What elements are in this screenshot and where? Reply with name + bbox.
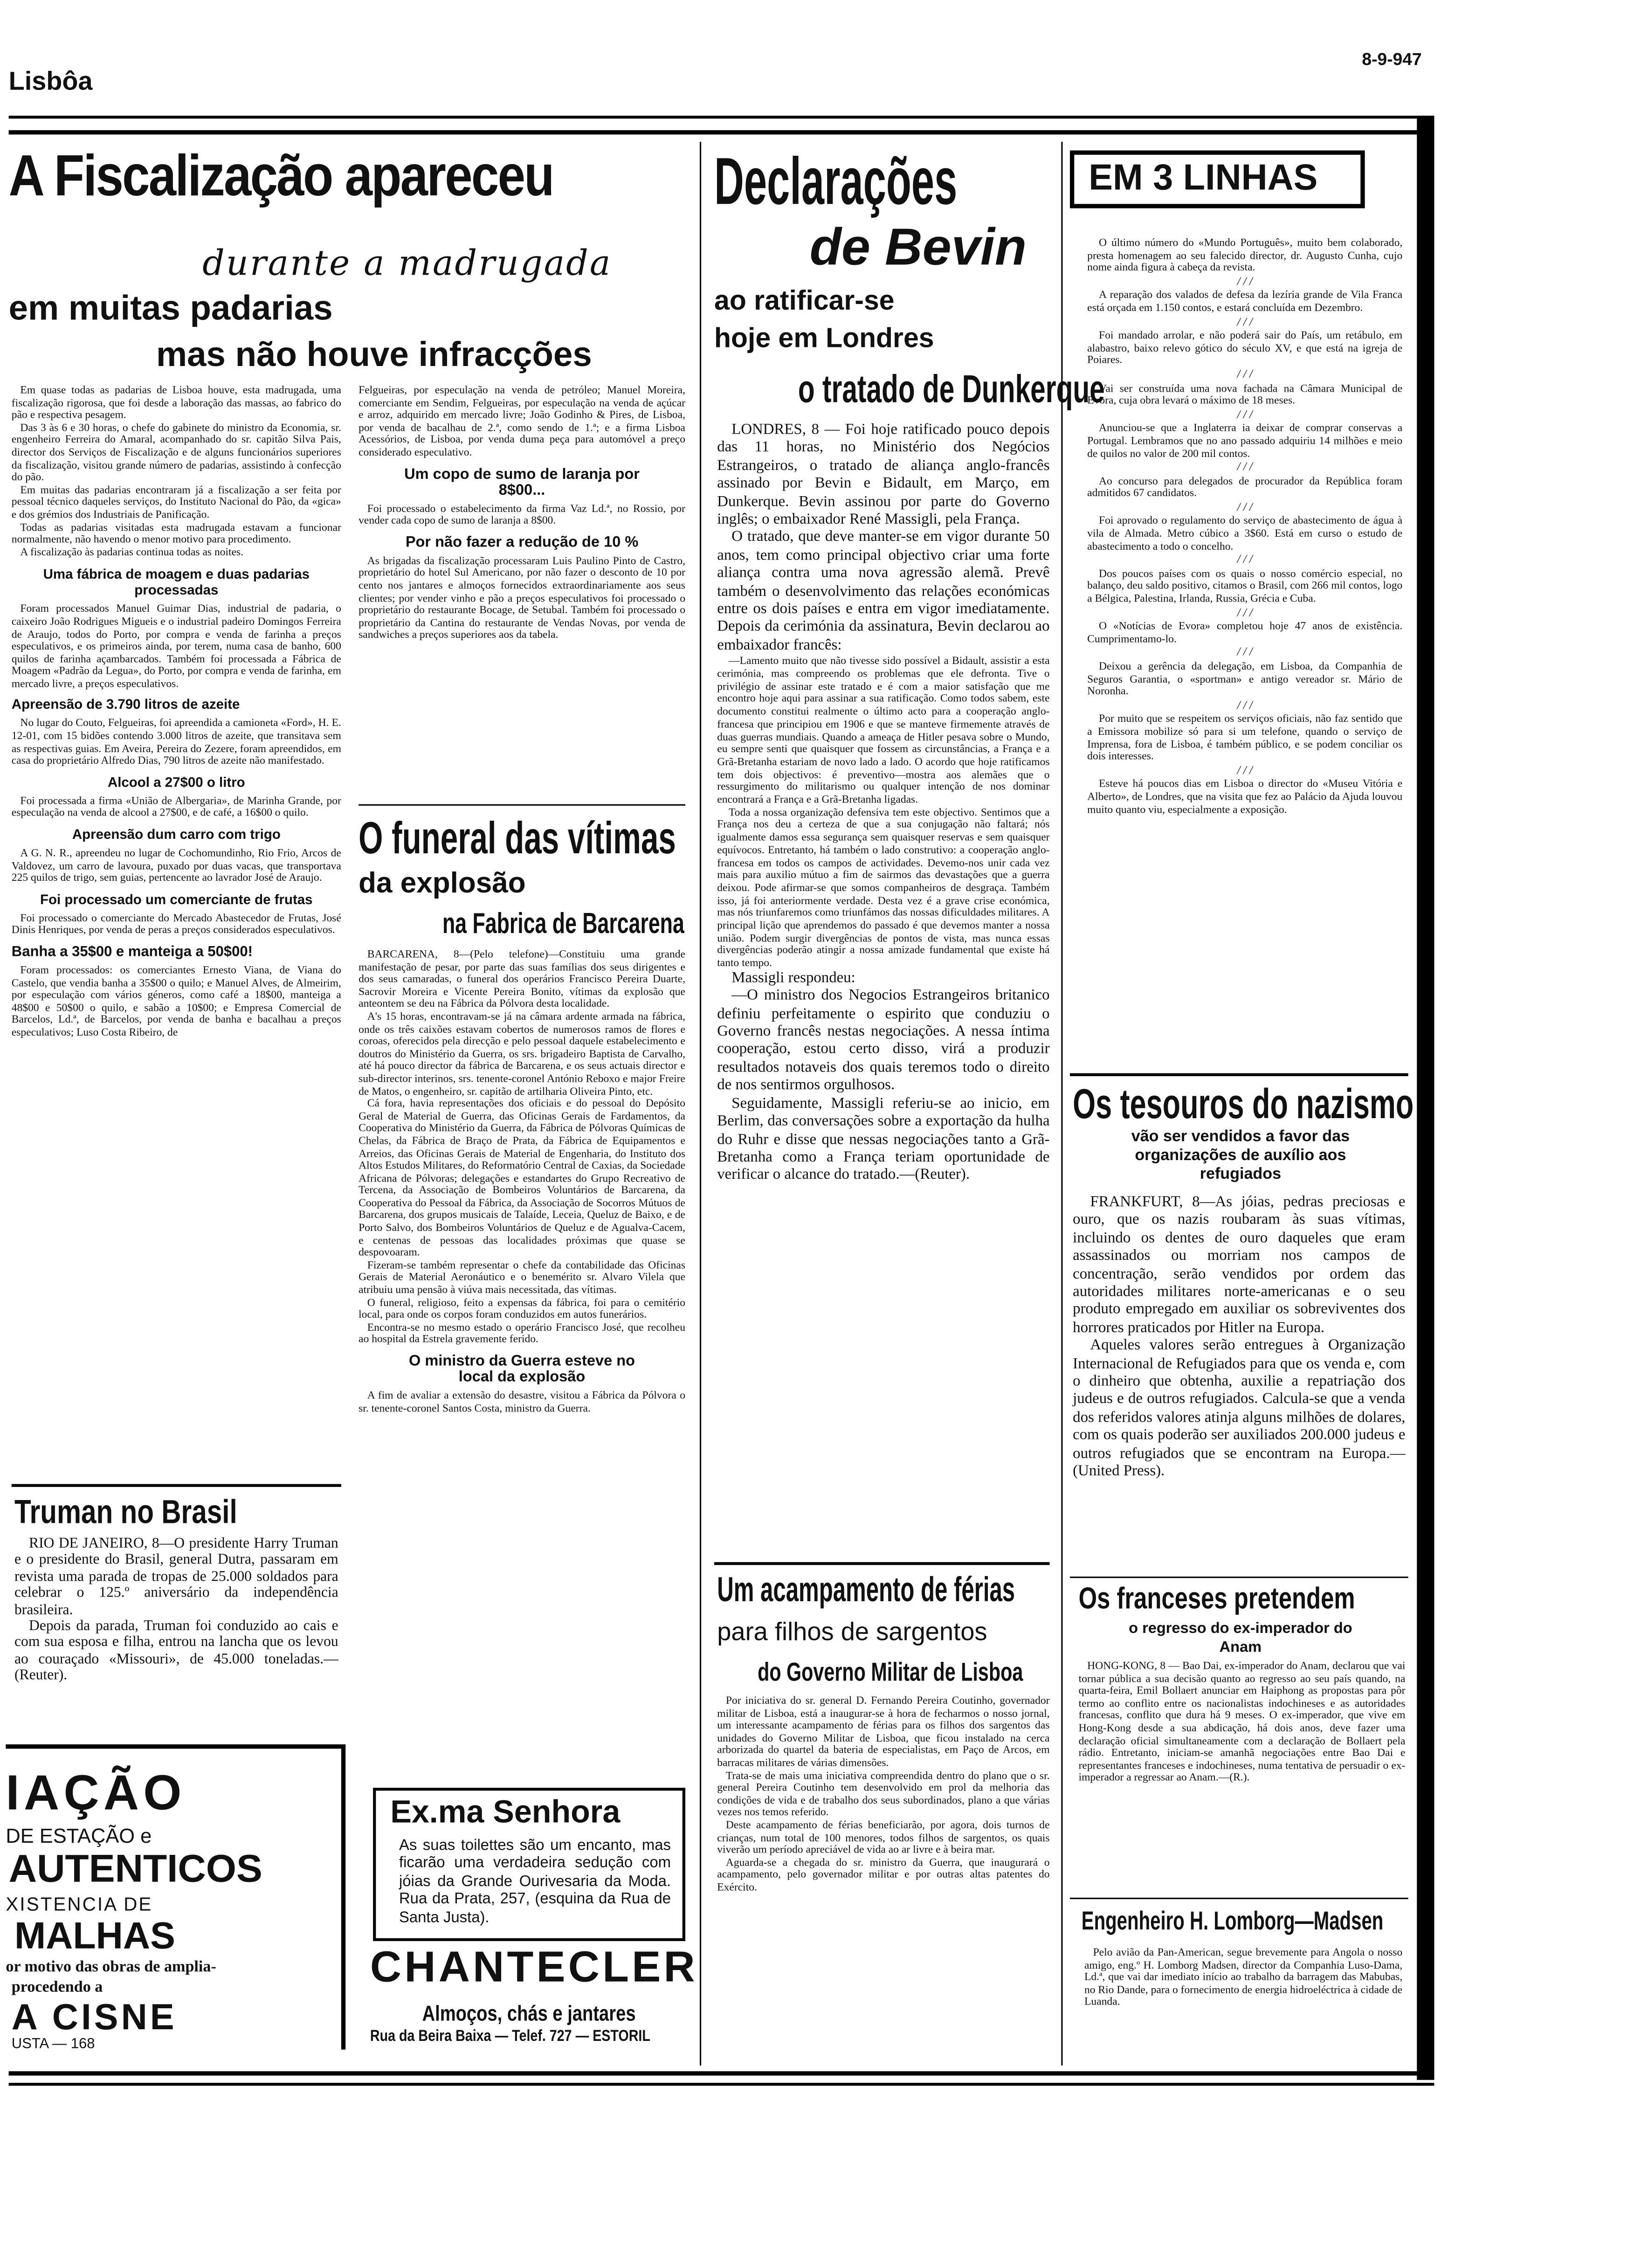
column-1-text	[12, 385, 341, 1039]
deck-funeral: da explosão	[359, 868, 526, 900]
paragraph: A fiscalização às padarias continua todas as noites.	[20, 545, 244, 558]
em3linhas-separator: / / /	[1237, 274, 1253, 288]
ad-senhora-body: As suas toilettes são um encanto, mas ficarão uma verdadeira sedução com jóias da Grande Ourivesaria da Moda. Rua da Prata, 257, (esquina da Rua de Santa Justa).	[399, 1837, 671, 1926]
ad-cisne-line: USTA — 168	[11, 2036, 95, 2050]
funeral-body	[359, 949, 685, 1415]
headline-declaracoes: Declarações	[714, 143, 958, 219]
em3linhas-item: Por muito que se respeitem os serviços oficiais, não faz sentido que a Emissora mobilize só para si um telefone, quando o serviço de Imprensa, fora de Lisboa, é também público, e se podem conciliar os dois interesses.	[1087, 712, 1403, 763]
em3linhas-separator: / / /	[1237, 553, 1253, 566]
column-rule-1	[700, 142, 701, 2066]
em3linhas-body	[1087, 237, 1402, 816]
paragraph: Foram processados: os comerciantes Ernesto Viana, de Viana do Castelo, que vendia banha a 35$00 o quilo; e Manuel Alves, de Almeirim, por especulação com vários géneros, como café a 18$00, manteiga a 48$00 e 50$00 o quilo, e sabão a 10$00; e Empresa Comercial de Barcelos, Ld.ª, de Barcelos, por venda de banha e bacalhau a preços especulativos; Luso Costa Ribeiro, de	[11, 963, 341, 1039]
deck-padarias: em muitas padarias	[8, 289, 333, 329]
deck-ratificar: ao ratificar-se	[714, 286, 895, 317]
paragraph: Foi processado o comerciante do Mercado Abastecedor de Frutas, José Dinis Henriques, por venda de peras a preços considerados especulativos.	[11, 911, 341, 937]
paragraph: Aguarda-se a chegada do sr. ministro da Guerra, que inaugurará o acampamento, pelo governador militar e por outras altas patentes do Exército.	[717, 1855, 1050, 1894]
ad-cisne-line: A CISNE	[11, 1997, 177, 2038]
paragraph: A fim de avaliar a extensão do desastre, visitou a Fábrica da Pólvora o sr. tenente-coronel Santos Costa, ministro da Guerra.	[359, 1388, 686, 1414]
subhead-frutas: Foi processado um comerciante de frutas	[40, 892, 313, 908]
subhead-banha: Banha a 35$00 e manteiga a 50$00!	[11, 944, 253, 961]
em3linhas-separator: / / /	[1237, 314, 1253, 328]
paragraph: Seguidamente, Massigli referiu-se ao inicio, em Berlim, das conversações sobre a exportação da hulha do Ruhr e disse que nessas negociações tanto a Grã-Bretanha como a França teriam oportunidade de verificar o alcance do tratado.—(Reuter).	[717, 1096, 1050, 1184]
em3linhas-item: Anunciou-se que a Inglaterra ia deixar de comprar conservas a Portugal. Lembramos que no ano passado adquiriu 14 milhões e meio de quilos no valor de 200 mil contos.	[1087, 421, 1403, 459]
section-title: Lisbôa	[8, 66, 93, 96]
page-bottom-rule-1	[9, 2071, 1434, 2075]
deck-londres: hoje em Londres	[714, 324, 934, 354]
em3linhas-item: Esteve há poucos dias em Lisboa o director do «Museu Vitória e Alberto», de Londres, que na visita que fez ao Palácio da Ajuda louvou muito quanto viu, especialmente a exposição.	[1087, 777, 1403, 816]
deck-dunkerque: o tratado de Dunkerque	[798, 367, 1105, 411]
ad-cisne-line: MALHAS	[14, 1913, 175, 1957]
franceses-body	[1079, 1660, 1406, 1785]
em3linhas-separator: / / /	[1237, 698, 1253, 712]
em3linhas-separator: / / /	[1237, 763, 1253, 776]
fiscalizacao-body	[12, 385, 341, 559]
paragraph: Felgueiras, por especulação na venda de petróleo; Manuel Moreira, comerciante em Sendim, Felgueiras, por especulação na venda de açúcar e arroz, adquirido em mercado livre; João Godinho & Pires, de Lisboa, por venda de bacalhau de 2.ª, como sendo de 1.ª; e a firma Lisboa Acessórios, de Lisboa, por venda duma peça para automóvel a preço considerado especulativo.	[359, 383, 686, 459]
paragraph: Encontra-se no mesmo estado o operário Francisco José, que recolheu ao hospital da Estrela gravemente ferido.	[359, 1320, 686, 1346]
subhead-ministro: O ministro da Guerra esteve no local da explosão	[409, 1352, 635, 1386]
paragraph: Das 3 às 6 e 30 horas, o chefe do gabinete do ministro da Economia, sr. engenheiro Ferreira do Amaral, acompanhado do sr. capitão Silva Pais, director dos Serviços de Fiscalização e de alguns funcionários superiores da fiscalização, visitou grande número de padarias, assistindo à confecção do pão.	[11, 421, 341, 484]
em3linhas-items	[1087, 237, 1402, 816]
subhead-reducao: Por não fazer a redução de 10 %	[405, 533, 639, 551]
paragraph: LONDRES, 8 — Foi hoje ratificado pouco depois das 11 horas, no Ministério dos Negócios Estrangeiros, o tratado de aliança anglo-francês assinado por Bevin e Bidault, em Março, em Dunkerque. Bevin assinou por parte do Governo inglês; o embaixador René Massigli, pela França.	[717, 422, 1050, 528]
subhead-azeite: Apreensão de 3.790 litros de azeite	[11, 698, 240, 714]
em3linhas-separator: / / /	[1237, 407, 1253, 421]
paragraph: As brigadas da fiscalização processaram Luis Paulino Pinto de Castro, proprietário do hotel Sul Americano, por não fazer o desconto de 10 por cento nos jantares e almoços fornecidos extraordinariamente aos seus clientes; por vender vinho e pão a preços especulativos foi processado o proprietário do restaurante Bocage, de Setubal. Também foi processado o proprietário da Cantina do restaurante de Vendas Novas, por venda de sandwiches a preços superiores aos da tabela.	[359, 553, 686, 642]
em3linhas-item: Foi mandado arrolar, e não poderá sair do País, um retábulo, em alabastro, baixo relevo gótico do século XV, e que está na igreja de Poiares.	[1087, 328, 1403, 366]
ad-cisne-line: IAÇÃO	[6, 1766, 186, 1821]
paragraph: No lugar do Couto, Felgueiras, foi apreendida a camioneta «Ford», H. E. 12-01, com 15 bidões contendo 3.000 litros de azeite, que transitava sem as respectivas guias. Em Aveira, Pereira do Zezere, foram apreendidos, em casa do proprietário Alfredo Dias, 790 litros de azeite não manifestado.	[11, 716, 341, 767]
paragraph: Deste acampamento de férias beneficiarão, por agora, dois turnos de crianças, num total de 100 menores, todos filhos de sargentos, os quais viverão um período apreciável de vida ao ar livre e à beira mar.	[717, 1818, 1050, 1856]
paragraph: Em quase todas as padarias de Lisboa houve, esta madrugada, uma fiscalização rigorosa, que foi desde a laboração das massas, ao fabrico do pão e respectiva pesagem.	[11, 383, 341, 422]
ad-chantecler-address: Rua da Beira Baixa — Telef. 727 — ESTORIL	[370, 2028, 650, 2046]
paragraph: FRANKFURT, 8—As jóias, pedras preciosas e ouro, que os nazis roubaram às suas vítimas, incluindo os dentes de ouro daqueles que eram assassinados ou morriam nos campos de concentração, serão vendidos por ordem das autoridades militares norte-americanas e o seu produto empregado em auxiliar os sobreviventes dos horrores praticados por Hitler na Europa.	[1073, 1195, 1406, 1336]
paragraph: Por iniciativa do sr. general D. Fernando Pereira Coutinho, governador militar de Lisboa, está a inaugurar-se à hora de fecharmos o nosso jornal, um interessante acampamento de férias para os filhos dos sargentos das unidades do Governo Militar de Lisboa, que ficou instalado na cerca arborizada do quartel da bateria de especialistas, em Paço de Arcos, em barracas militares de várias dimensões.	[717, 1694, 1050, 1769]
em3linhas-item: Dos poucos países com os quais o nosso comércio especial, no balanço, deu saldo positivo, citamos o Brasil, com 266 mil contos, logo a Bélgica, Palestina, Irlanda, Russia, Grécia e Cuba.	[1087, 567, 1403, 605]
ad-senhora	[373, 1788, 685, 1941]
paragraph: Aqueles valores serão entregues à Organização Internacional de Refugiados para que os venda e, com o dinheiro que obtenha, auxilie a repatriação dos judeus e de outros refugiados. Calcula-se que a venda dos referidos valores atinja alguns milhões de dolares, com os quais poderão ser auxiliados 200.000 judeus e outros refugiados que se encontram na Europa.—(United Press).	[1073, 1338, 1406, 1480]
page-right-border	[1417, 116, 1434, 2080]
em3linhas-item: A reparação dos valados de defesa da lezíria grande de Vila Franca está orçada em 1.150 contos, e estará concluída em Dezembro.	[1087, 288, 1403, 314]
ad-senhora-title: Ex.ma Senhora	[390, 1793, 621, 1830]
paragraph: Foi processado o estabelecimento da firma Vaz Ld.ª, no Rossio, por vender cada copo de sumo de laranja a 8$00.	[359, 501, 686, 527]
em3linhas-item: Foi aprovado o regulamento do serviço de abastecimento de água à vila de Almada. Metro cúbico a 3$60. Está em curso o estudo de abastecimento a todo o concelho.	[1087, 514, 1403, 552]
divider-franceses	[1070, 1577, 1408, 1578]
masthead-rule-top	[9, 116, 1434, 118]
paragraph: —O ministro dos Negocios Estrangeiros britanico definiu perfeitamente o espirito que conduziu o Governo francês nestas negociações. A nessa íntima cooperação, estou certo disso, virá a produzir resultados notaveis dos quais teremos todo o direito de nos sentirmos orgulhosos.	[717, 988, 1050, 1094]
em3linhas-item: Vai ser construída uma nova fachada na Câmara Municipal de Evora, cuja obra levará o máximo de 18 meses.	[1087, 381, 1403, 407]
deck-nazismo: vão ser vendidos a favor das organizações de auxílio aos refugiados	[1131, 1128, 1350, 1183]
column-rule-2	[1061, 142, 1062, 2066]
ferias-body	[717, 1695, 1049, 1895]
paragraph: BARCARENA, 8—(Pelo telefone)—Constituiu uma grande manifestação de pesar, por parte das suas famílias dos seus dirigentes e dos seus camaradas, o funeral dos operários Francisco Pereira Duarte, Sacrovir Moreira e Vicente Pereira Bonito, vítimas da explosão que anteontem se deu na Fábrica da Pólvora desta localidade.	[359, 947, 686, 1010]
divider-funeral	[359, 804, 685, 806]
paragraph: Em muitas das padarias encontraram já a fiscalização a ser feita por pessoal técnico daqueles serviços, do Instituto Nacional do Pão, da «gica» e dos grémios dos Industriais de Panificação.	[11, 483, 341, 521]
truman-body	[14, 1536, 338, 1684]
paragraph: HONG-KONG, 8 — Bao Dai, ex-imperador do Anam, declarou que vai tornar pública a sua decisão quanto ao regresso ao seu país quando, na quarta-feira, Emil Bollaert anunciar em Haiphong as propostas para pôr termo ao conflito entre os nacionalistas indochineses e as autoridades francesas, conflito que dura há 9 meses. O ex-imperador, que vive em Hong-Kong desde a sua abdicação, há dois anos, deve fazer uma declaração oficial simultaneamente com a declaração de Bollaert pela rádio. Entretanto, iniciam-se amanhã negociações entre Bao Dai e representantes franceses e indochineses, numa tentativa de persuadir o ex-imperador a regressar ao Anam.—(R.).	[1078, 1659, 1406, 1784]
paragraph: Trata-se de mais uma iniciativa compreendida dentro do plano que o sr. general Pereira Coutinho tem desenvolvido em prol da melhoria das condições de vida e de trabalho dos seus subordinados, plano a que várias vezes nos temos referido.	[717, 1768, 1050, 1819]
paragraph: O tratado, que deve manter-se em vigor durante 50 anos, tem como principal objectivo criar uma forte aliança contra uma nova agressão alemã. Prevê também o desenvolvimento das relações económicas entre os dois países e entra em vigor imediatamente. Depois da cerimónia da assinatura, Bevin declarou ao embaixador francês:	[717, 530, 1050, 654]
headline-ferias: Um acampamento de férias	[717, 1570, 1015, 1610]
subhead-alcool: Alcool a 27$00 o litro	[107, 775, 245, 791]
ad-cisne	[6, 1744, 345, 2050]
headline-fiscalizacao: A Fiscalização apareceu	[8, 145, 553, 208]
nazismo-body	[1073, 1195, 1405, 1482]
ad-cisne-line: DE ESTAÇÃO e	[6, 1824, 152, 1847]
divider-truman	[12, 1484, 341, 1487]
issue-date: 8-9-947	[1362, 49, 1422, 69]
em3linhas-item: O último número do «Mundo Português», muito bem colaborado, presta homenagem ao seu falecido director, dr. Augusto Cunha, cujo nome ainda figura à cabeça da revista.	[1087, 235, 1403, 274]
em3linhas-item: O «Notícias de Evora» completou hoje 47 anos de existência. Cumprimentamo-lo.	[1087, 619, 1403, 645]
em3linhas-separator: / / /	[1237, 500, 1253, 513]
em3linhas-title: EM 3 LINHAS	[1089, 158, 1318, 198]
paragraph: Depois da parada, Truman foi conduzido ao cais e com sua esposa e filha, entrou na lancha que os levou ao couraçado «Missouri», de 45.000 toneladas.—(Reuter).	[14, 1618, 338, 1684]
page-bottom-rule-2	[9, 2083, 1434, 2086]
paragraph: A's 15 horas, encontravam-se já na câmara ardente armada na fábrica, onde os três caixões estavam cobertos de numerosos ramos de flores e coroas, oferecidos pela direcção e pelo pessoal daquele estabelecimento e doutros do Ministério da Guerra, os srs. brigadeiro Baptista de Carvalho, até há pouco director da fábrica de Barcarena, e os seus actuais director e sub-director interinos, srs. tenente-coronel António Reboxo e major Freire de Matos, o engenheiro, sr. capitão de artilharia Oliveira Pinto, etc.	[359, 1010, 686, 1097]
paragraph: Fizeram-se também representar o chefe da contabilidade das Oficinas Gerais de Material Aeronáutico e o benemérito sr. Alvaro Vilela que atribuiu uma pensão à viúva mais necessitada, das vítimas.	[359, 1258, 686, 1296]
headline-franceses: Os franceses pretendem	[1078, 1582, 1355, 1616]
paragraph: A G. N. R., apreendeu no lugar de Cochomundinho, Rio Frio, Arcos de Valdovez, um carro de lavoura, puxado por duas vacas, que transportava 225 quilos de trigo, sem guias, pertencente ao lavrador José de Araujo.	[11, 846, 341, 885]
paragraph: Toda a nossa organização defensiva tem este objectivo. Sentimos que a França nos deu a certeza de que a sua conjugação não faltará; nós igualmente damos essa segurança sem quaisquer reservas e sem quaisquer equívocos. Entretanto, há também o lado construtivo: a cooperação anglo-francesa em todos os campos de actividades. Devemo-nos unir cada vez mais para auxilio mútuo a fim de sairmos das devastações que a guerra deixou. Pode afirmar-se que somos companheiros de desgraça. Também isso, já foi anteriormente verdade. Desta vez é a grave crise económica, mas nós triunfaremos como triunfámos das nossas dificuldades militares. A principal lição que aprendemos do passado é que devemos manter a nossa união. Podem surgir divergências de pontos de vista, mas nunca essas divergências poderão atingir a nossa amizade fundamental que existe há tanto tempo.	[717, 805, 1050, 969]
column-2-text	[359, 385, 685, 642]
em3linhas-separator: / / /	[1237, 460, 1253, 473]
deck-franceses: o regresso do ex-imperador do Anam	[1129, 1620, 1352, 1656]
ad-cisne-line: procedendo a	[11, 1978, 103, 1996]
paragraph: Foram processados Manuel Guimar Dias, industrial de padaria, o caixeiro João Rodrigues Migueis e o industrial padeiro Domingos Ferreira de Araujo, todos do Porto, por compra e venda de farinha a preços especulativos, e os primeiros ainda, por terem, numa casa de banho, 600 quilos de farinha açambarcados. Também foi processada a Fábrica de Moagem «Padrão da Legua», do Porto, por compra e venda de farinha, em mercado livre, a preços especulativos.	[11, 602, 341, 690]
headline-nazismo: Os tesouros do nazismo	[1073, 1082, 1414, 1128]
paragraph: RIO DE JANEIRO, 8—O presidente Harry Truman e o presidente do Brasil, general Dutra, passaram em revista uma parada de tropas de 25.000 soldados para celebrar o 125.º aniversário da independência brasileira.	[14, 1536, 338, 1618]
headline-truman: Truman no Brasil	[14, 1493, 237, 1530]
deck2-funeral: na Fabrica de Barcarena	[442, 908, 684, 940]
ad-chantecler-title: CHANTECLER	[370, 1944, 698, 1992]
ad-cisne-line: or motivo das obras de amplia-	[6, 1958, 216, 1976]
em3linhas-item: Deixou a gerência da delegação, em Lisboa, da Companhia de Seguros Garantia, o «sportman» e antigo vereador sr. Mário de Noronha.	[1087, 659, 1403, 698]
deck-ferias: para filhos de sargentos	[717, 1617, 987, 1646]
em3linhas-separator: / / /	[1237, 645, 1253, 659]
subhead-moagem: Uma fábrica de moagem e duas padarias processadas	[43, 567, 310, 600]
headline-lomborg: Engenheiro H. Lomborg—Madsen	[1081, 1906, 1384, 1936]
lomborg-body	[1084, 1947, 1402, 2009]
subhead-laranja: Um copo de sumo de laranja por 8$00...	[404, 465, 640, 498]
divider-nazismo	[1070, 1073, 1408, 1076]
deck-infraccoes: mas não houve infracções	[156, 335, 592, 375]
paragraph: Cá fora, havia representações dos oficiais e do pessoal do Depósito Geral de Material de Guerra, das Oficinas Gerais de Fardamentos, da Cooperativa do Ministério da Guerra, da Fábrica de Pólvoras Químicas de Chelas, da Fábrica de Braço de Prata, da Fábrica de Equipamentos e Arreios, das Oficinas Gerais de Material de Engenharia, do Instituto dos Altos Estudos Militares, do Reformatório Central de Caxias, da Sociedade Africana de Pólvoras; delegações e estandartes do Grupo Recreativo de Tercena, da Associação de Bombeiros Voluntários de Barcarena, da Cooperativa do Pessoal da Fábrica, da Associação de Socorros Mútuos de Barcarena, dos grupos musicais de Talaíde, Leceia, Queluz de Baixo, e de Porto Salvo, dos Bombeiros Voluntários de Queluz e de Agualva-Cacem, e centenas de pessoas das localidades próximas que quase se despovoaram.	[359, 1096, 686, 1259]
em3linhas-item: Ao concurso para delegados de procurador da República foram admitidos 67 candidatos.	[1087, 474, 1403, 500]
paragraph: Pelo avião da Pan-American, segue brevemente para Angola o nosso amigo, eng.º H. Lomborg Madsen, director da Companhia Luso-Dama, Ld.ª, que vai dar imediato início ao trabalho da barragem das Mabubas, no Rio Dande, para o fornecimento de energia hidroeléctrica à cidade de Luanda.	[1084, 1945, 1403, 2008]
divider-ferias	[714, 1562, 1050, 1565]
deck2-ferias: do Governo Militar de Lisboa	[758, 1657, 1023, 1687]
ad-chantecler-subtitle: Almoços, chás e jantares	[422, 2002, 636, 2026]
headline-funeral: O funeral das vítimas	[359, 813, 676, 864]
paragraph: Massigli respondeu:	[731, 970, 855, 987]
subhead-trigo: Apreensão dum carro com trigo	[72, 827, 281, 844]
ad-cisne-line: XISTENCIA DE	[6, 1893, 153, 1915]
paragraph: O funeral, religioso, feito a expensas da fábrica, foi para o cemitério local, para onde os corpos foram conduzidos em autos funerários.	[359, 1295, 686, 1321]
divider-lomborg	[1070, 1898, 1408, 1899]
kicker-fiscalizacao: durante a madrugada	[202, 243, 612, 284]
paragraph: Todas as padarias visitadas esta madrugada estavam a funcionar normalmente, não havendo o menor motivo para procedimento.	[11, 520, 341, 546]
bevin-body	[717, 422, 1049, 1186]
em3linhas-separator: / / /	[1237, 605, 1253, 619]
em3linhas-title-box	[1070, 151, 1365, 208]
paragraph: —Lamento muito que não tivesse sido possível a Bidault, assistir a esta cerimónia, mas compreendo os problemas que ele defronta. Tive o privilégio de assinar este tratado e é com a maior satisfação que me encontro hoje aqui para assinar a sua ratificação. Como todos sabem, este documento constitui realmente o último acto para a cooperação anglo-francesa que principiou em 1906 e que se manteve firmemente através de duas guerras mundiais. Quando a ameaça de Hitler pesava sobre o Mundo, eu sempre senti que quaisquer que fossem as circunstâncias, a França e a Grã-Bretanha estariam de novo lado a lado. O acordo que hoje ratificamos tem dois objectivos: é preventivo—mostra aos alemães que o ressurgimento do militarismo ou qualquer intenção de nos dominar encontrará a França e a Grã-Bretanha ligadas.	[717, 654, 1050, 806]
ad-cisne-line: AUTENTICOS	[8, 1847, 262, 1891]
paragraph: Foi processada a firma «União de Albergaria», de Marinha Grande, por especulação na venda de alcool a 27$00, e de café, a 16$00 o quilo.	[11, 794, 341, 820]
masthead-rule-bottom	[9, 130, 1434, 134]
headline-bevin: de Bevin	[809, 217, 1027, 277]
em3linhas-separator: / / /	[1237, 367, 1253, 380]
